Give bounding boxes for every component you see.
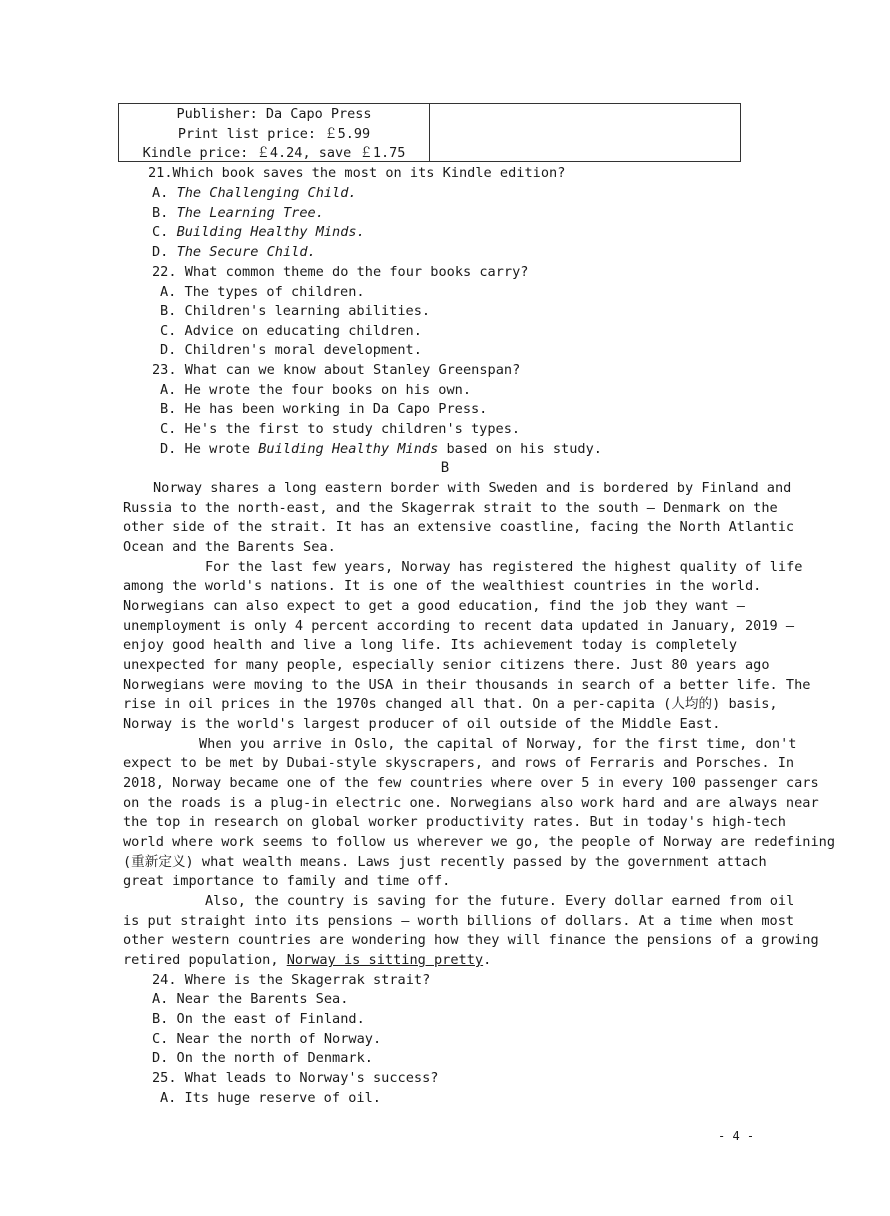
passage-line: Russia to the north-east, and the Skagerrak strait to the south — Denmark on the [123,500,778,516]
print-price-text: Print list price: ￡5.99 [177,125,371,142]
passage-line: When you arrive in Oslo, the capital of Norway, for the first time, don't [199,736,797,752]
passage-line: Also, the country is saving for the future. Every dollar earned from oil [205,893,795,909]
question-24-stem: 24. Where is the Skagerrak strait? [152,972,431,988]
question-23-option-c: C. He's the first to study children's types. [160,421,521,437]
passage-line: For the last few years, Norway has registered the highest quality of life [205,559,803,575]
passage-line: (重新定义) what wealth means. Laws just recently passed by the government attach [123,854,767,870]
passage-line: world where work seems to follow us wherever we go, the people of Norway are redefining [123,834,836,850]
passage-line: Norwegians can also expect to get a good education, find the job they want — [123,598,745,614]
question-21-stem: 21.Which book saves the most on its Kindle edition? [148,165,566,181]
passage-line: Norwegians were moving to the USA in their thousands in search of a better life. The [123,677,811,693]
question-24-option-a: A. Near the Barents Sea. [152,991,349,1007]
passage-line: the top in research on global worker productivity rates. But in today's high-tech [123,814,786,830]
empty-table-cell [430,104,740,161]
passage-line: Norway shares a long eastern border with Sweden and is bordered by Finland and [153,480,792,496]
question-25-option-a: A. Its huge reserve of oil. [160,1090,381,1106]
question-23-option-b: B. He has been working in Da Capo Press. [160,401,488,417]
passage-line: enjoy good health and live a long life. Its achievement today is completely [123,637,737,653]
question-24-option-d: D. On the north of Denmark. [152,1050,373,1066]
question-22-option-c: C. Advice on educating children. [160,323,422,339]
passage-line: Norway is the world's largest producer of oil outside of the Middle East. [123,716,721,732]
question-23-stem: 23. What can we know about Stanley Greenspan? [152,362,521,378]
question-21-option-d: D. The Secure Child. [152,244,316,260]
passage-line: unemployment is only 4 percent according to recent data updated in January, 2019 — [123,618,795,634]
question-24-option-b: B. On the east of Finland. [152,1011,365,1027]
page-number: - 4 - [718,1129,755,1143]
question-22-stem: 22. What common theme do the four books carry? [152,264,529,280]
question-23-option-a: A. He wrote the four books on his own. [160,382,471,398]
passage-line: Ocean and the Barents Sea. [123,539,336,555]
question-21-option-b: B. The Learning Tree. [152,205,324,221]
passage-line: is put straight into its pensions — worth billions of dollars. At a time when most [123,913,795,929]
passage-line: great importance to family and time off. [123,873,451,889]
passage-line: rise in oil prices in the 1970s changed all that. On a per-capita (人均的) basis, [123,696,778,712]
question-24-option-c: C. Near the north of Norway. [152,1031,382,1047]
passage-line: expect to be met by Dubai-style skyscrapers, and rows of Ferraris and Porsches. In [123,755,795,771]
question-21-option-c: C. Building Healthy Minds. [152,224,365,240]
book-info-cell [119,104,430,161]
question-25-stem: 25. What leads to Norway's success? [152,1070,439,1086]
question-23-option-d: D. He wrote Building Healthy Minds based on his study. [160,441,602,457]
passage-line: retired population, Norway is sitting pretty. [123,952,492,968]
kindle-price-text: Kindle price: ￡4.24, save ￡1.75 [142,145,406,161]
passage-line: other western countries are wondering how they will finance the pensions of a growing [123,932,819,948]
passage-line: other side of the strait. It has an extensive coastline, facing the North Atlantic [123,519,795,535]
passage-line: on the roads is a plug-in electric one. Norwegians also work hard and are always near [123,795,819,811]
question-22-option-a: A. The types of children. [160,284,365,300]
passage-line: unexpected for many people, especially senior citizens there. Just 80 years ago [123,657,770,673]
section-b-heading: B [440,460,450,476]
question-22-option-b: B. Children's learning abilities. [160,303,431,319]
question-22-option-d: D. Children's moral development. [160,342,422,358]
book-info-table [118,103,741,162]
passage-line: among the world's nations. It is one of the wealthiest countries in the world. [123,578,762,594]
question-21-option-a: A. The Challenging Child. [152,185,357,201]
passage-line: 2018, Norway became one of the few countries where over 5 in every 100 passenger cars [123,775,819,791]
publisher-text: Publisher: Da Capo Press [176,106,372,122]
underlined-phrase: Norway is sitting pretty [286,952,484,968]
